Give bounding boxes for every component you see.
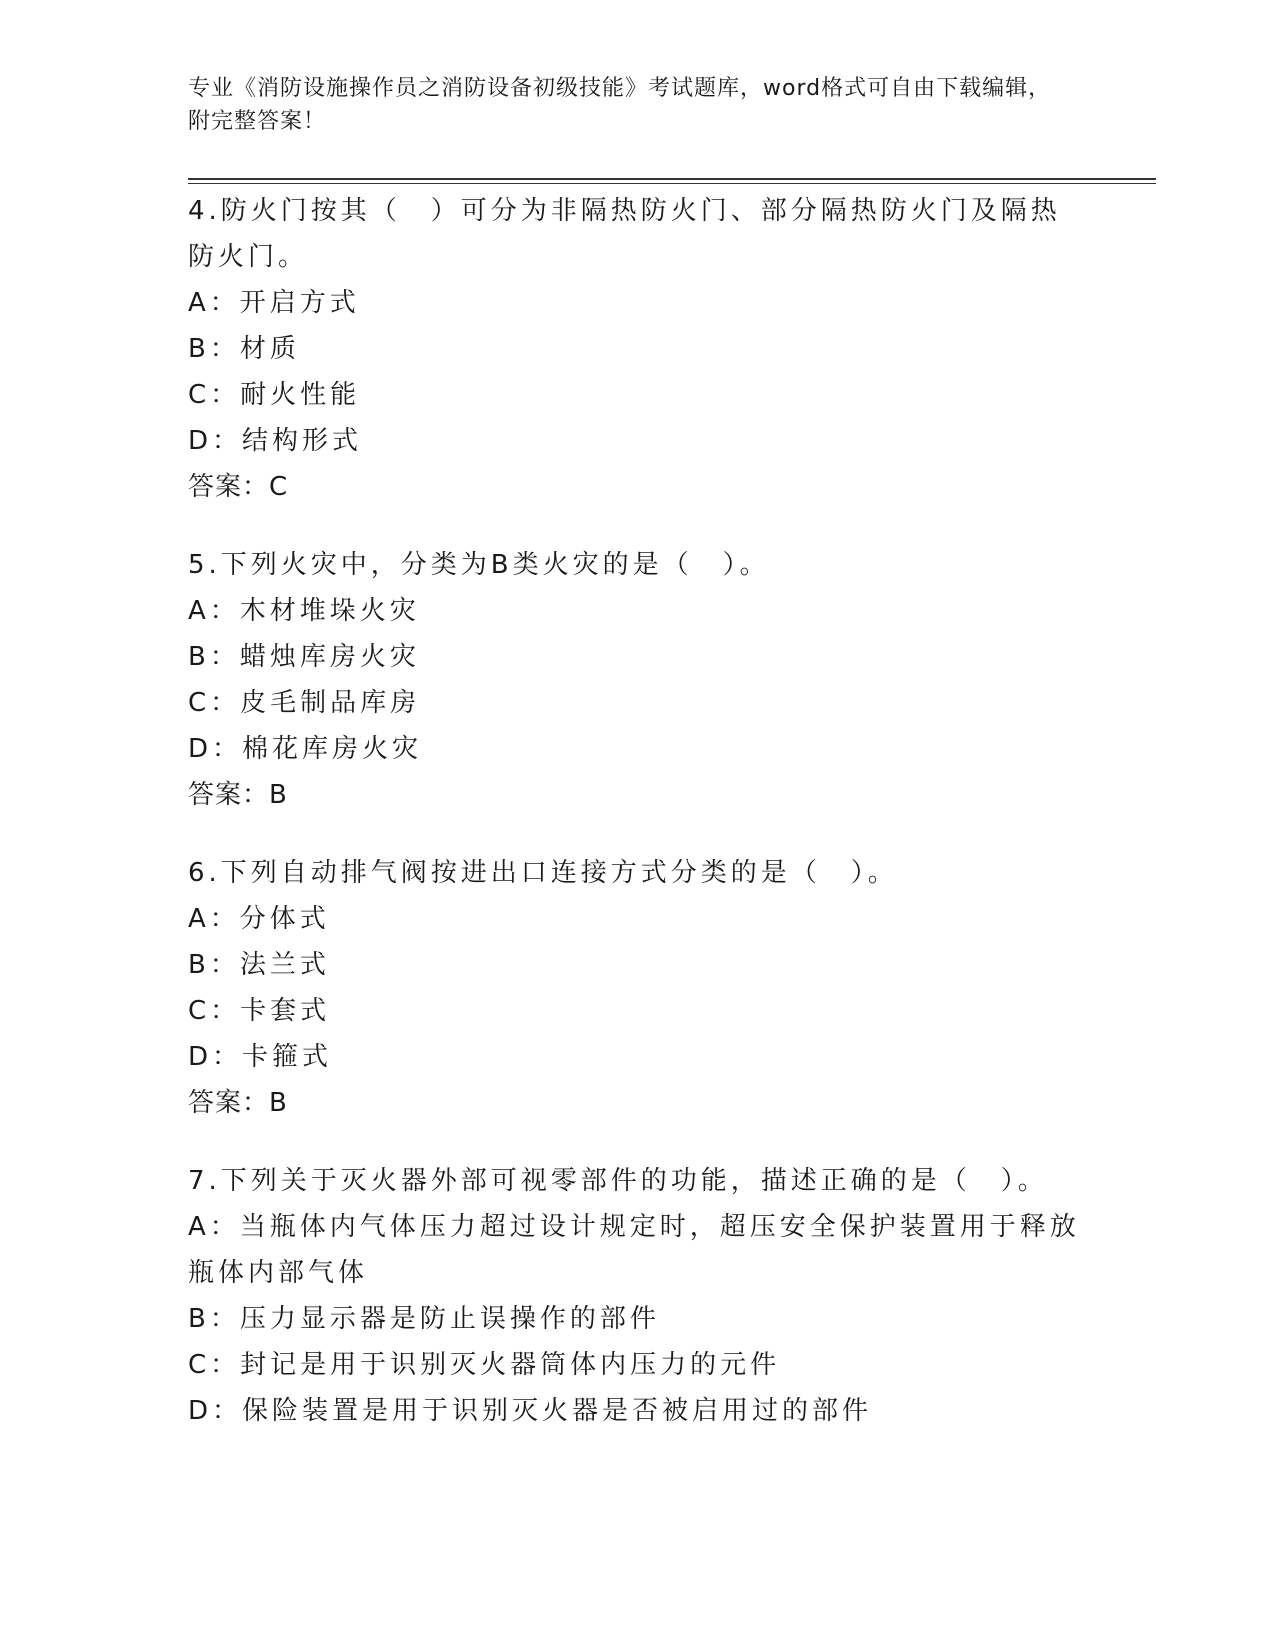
question-stem: 6.下列自动排气阀按进出口连接方式分类的是（ ）。 bbox=[188, 858, 898, 888]
option-c: C：封记是用于识别灭火器筒体内压力的元件 bbox=[188, 1350, 781, 1380]
option-d: D：卡箍式 bbox=[188, 1042, 333, 1072]
answer: 答案：C bbox=[188, 472, 289, 502]
question-6 bbox=[188, 850, 1088, 1126]
option-c: C：卡套式 bbox=[188, 996, 331, 1026]
option-a: A：开启方式 bbox=[188, 288, 360, 318]
option-b: B：材质 bbox=[188, 334, 300, 364]
document-header: 专业《消防设施操作员之消防设备初级技能》考试题库，word格式可自由下载编辑，附完整答案！ bbox=[188, 76, 1052, 134]
question-stem: 5.下列火灾中，分类为B类火灾的是（ ）。 bbox=[188, 550, 770, 580]
option-a: A：当瓶体内气体压力超过设计规定时，超压安全保护装置用于释放瓶体内部气体 bbox=[188, 1212, 1080, 1288]
question-5 bbox=[188, 542, 1088, 818]
option-b: B：蜡烛库房火灾 bbox=[188, 642, 420, 672]
option-b: B：压力显示器是防止误操作的部件 bbox=[188, 1304, 660, 1334]
question-stem: 4.防火门按其（ ）可分为非隔热防火门、部分隔热防火门及隔热防火门。 bbox=[188, 196, 1061, 272]
option-d: D：保险装置是用于识别灭火器是否被启用过的部件 bbox=[188, 1396, 873, 1426]
option-d: D：结构形式 bbox=[188, 426, 363, 456]
option-a: A：分体式 bbox=[188, 904, 330, 934]
question-list bbox=[188, 188, 1088, 1466]
header-divider-thick bbox=[188, 178, 1156, 180]
option-d: D：棉花库房火灾 bbox=[188, 734, 423, 764]
question-7 bbox=[188, 1158, 1088, 1434]
option-c: C：皮毛制品库房 bbox=[188, 688, 421, 718]
option-a: A：木材堆垛火灾 bbox=[188, 596, 420, 626]
option-c: C：耐火性能 bbox=[188, 380, 361, 410]
option-b: B：法兰式 bbox=[188, 950, 330, 980]
header-divider-thin bbox=[188, 183, 1156, 184]
question-4 bbox=[188, 188, 1088, 510]
answer: 答案：B bbox=[188, 1088, 288, 1118]
answer: 答案：B bbox=[188, 780, 288, 810]
question-stem: 7.下列关于灭火器外部可视零部件的功能，描述正确的是（ ）。 bbox=[188, 1166, 1048, 1196]
